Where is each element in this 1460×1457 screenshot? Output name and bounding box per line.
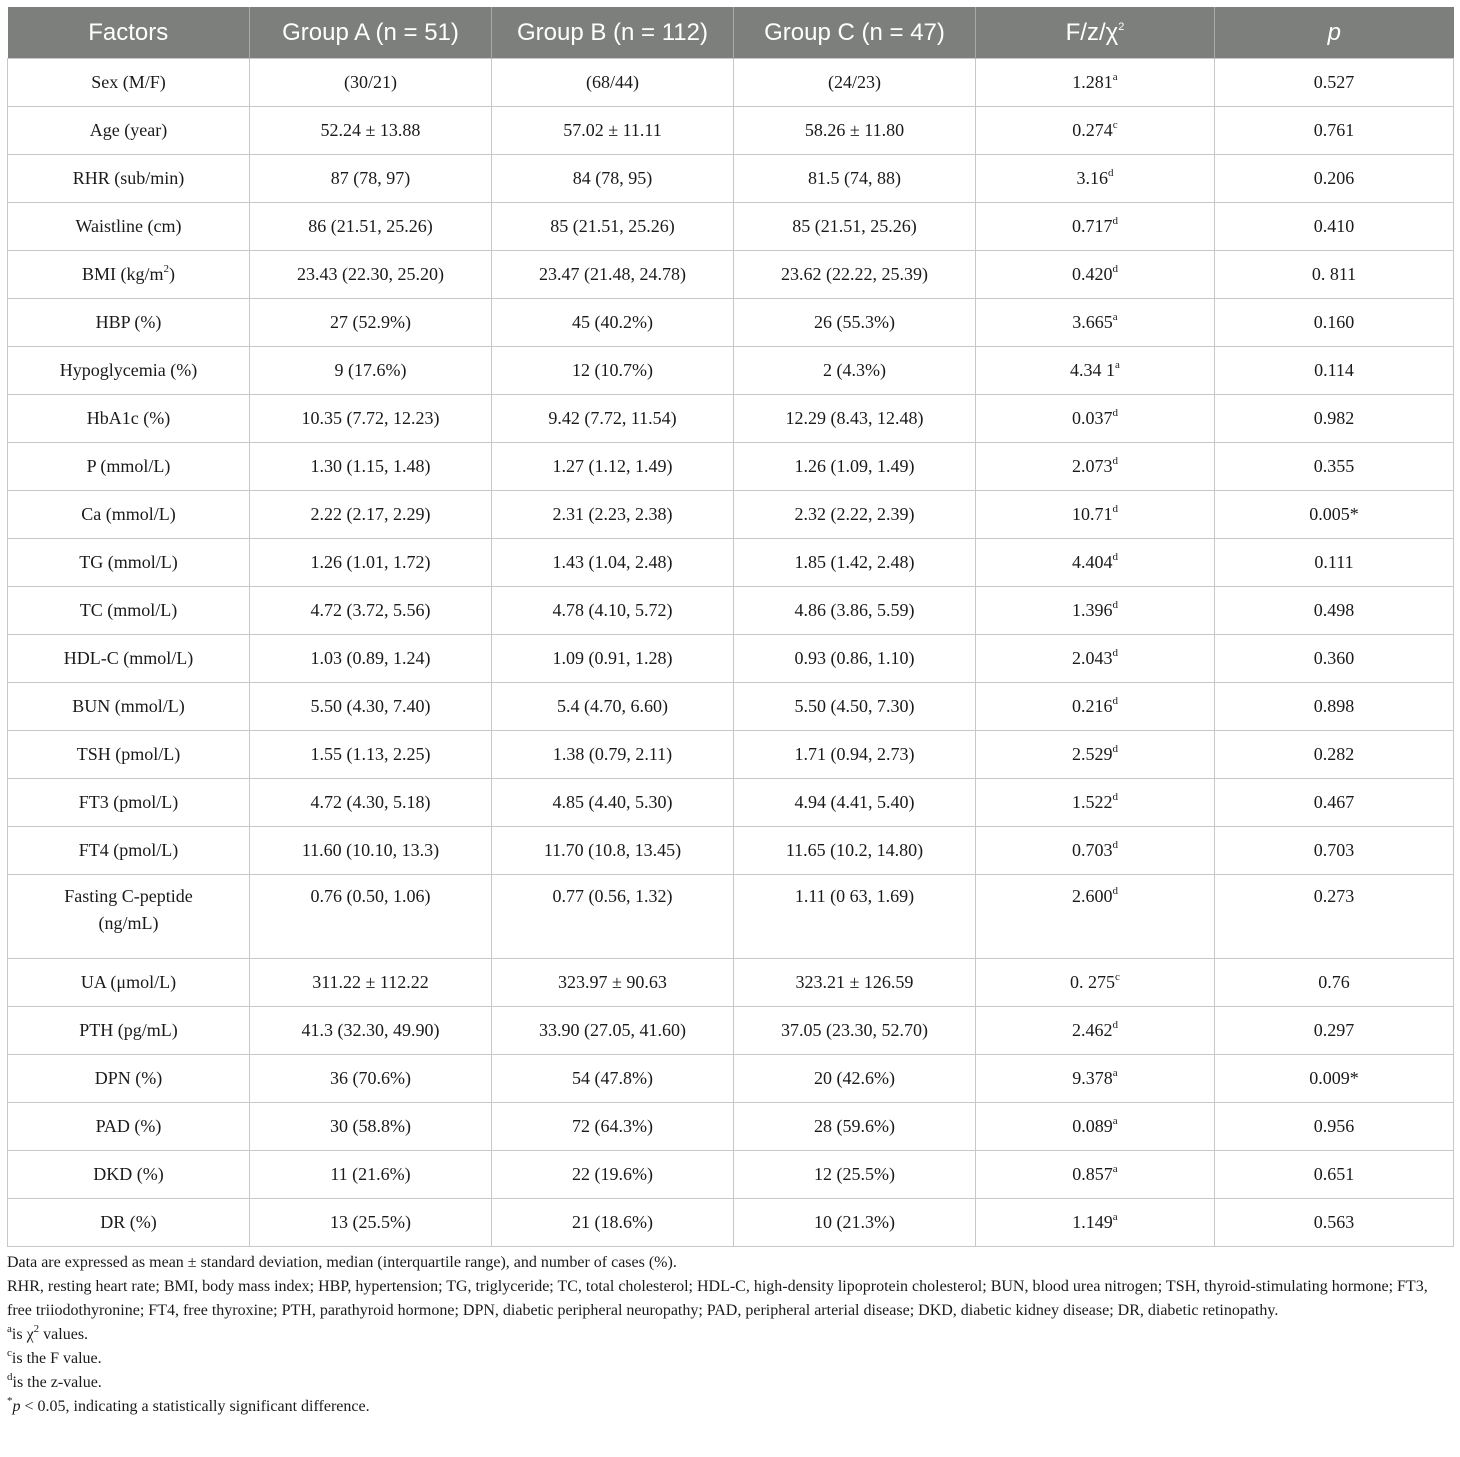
header-group-a: Group A (n = 51) [250,7,492,59]
data-table [7,7,1454,1247]
cell-p-value: 0.651 [1215,1151,1454,1199]
cell-statistic: 4.404$^d$ [976,539,1215,587]
note-abbreviations: RHR, resting heart rate; BMI, body mass index; HBP, hypertension; TG, triglyceride; TC, total cholesterol; HDL-C, high-density lipoprotein cholesterol; BUN, blood urea nitrogen; TSH, thyroid-stimulating hormone; FT3, free triiodothyronine; FT4, free thyroxine; PTH, parathyroid hormone; DPN, diabetic peripheral neuropathy; PAD, peripheral arterial disease; DKD, diabetic kidney disease; DR, diabetic retinopathy. [7,1278,1428,1319]
cell-statistic: 2.043$^d$ [976,635,1215,683]
cell-group-b: 4.78 (4.10, 5.72) [492,587,734,635]
cell-group-c: 12 (25.5%) [734,1151,976,1199]
cell-statistic: 10.71$^d$ [976,491,1215,539]
cell-group-c: 85 (21.51, 25.26) [734,203,976,251]
cell-statistic: 0.857$^a$ [976,1151,1215,1199]
note-c: $^c$is the F value. [7,1346,102,1367]
cell-factor: Fasting C-peptide (ng/mL) [8,875,250,959]
cell-group-b: 11.70 (10.8, 13.45) [492,827,734,875]
cell-p-value: 0.160 [1215,299,1454,347]
cell-group-c: 4.86 (3.86, 5.59) [734,587,976,635]
cell-p-value: 0.282 [1215,731,1454,779]
cell-factor: PAD (%) [8,1103,250,1151]
cell-group-a: 2.22 (2.17, 2.29) [250,491,492,539]
cell-group-b: 85 (21.51, 25.26) [492,203,734,251]
cell-statistic: 1.281$^a$ [976,59,1215,107]
cell-statistic: 4.34 1$^a$ [976,347,1215,395]
cell-factor: RHR (sub/min) [8,155,250,203]
table-row [8,1007,1454,1055]
cell-p-value: 0.410 [1215,203,1454,251]
cell-group-b: 4.85 (4.40, 5.30) [492,779,734,827]
cell-group-b: 0.77 (0.56, 1.32) [492,875,734,959]
cell-factor: UA (μmol/L) [8,959,250,1007]
cell-group-c: 58.26 ± 11.80 [734,107,976,155]
cell-group-b: 33.90 (27.05, 41.60) [492,1007,734,1055]
header-row [8,7,1454,59]
cell-group-b: 23.47 (21.48, 24.78) [492,251,734,299]
table-row [8,779,1454,827]
cell-statistic: 0.216$^d$ [976,683,1215,731]
cell-factor: Sex (M/F) [8,59,250,107]
cell-statistic: 2.600$^d$ [976,875,1215,959]
table-row [8,875,1454,959]
cell-factor: TSH (pmol/L) [8,731,250,779]
table-row [8,155,1454,203]
cell-group-c: 323.21 ± 126.59 [734,959,976,1007]
cell-group-a: 87 (78, 97) [250,155,492,203]
cell-group-c: 26 (55.3%) [734,299,976,347]
cell-group-c: 12.29 (8.43, 12.48) [734,395,976,443]
header-factors: Factors [8,7,250,59]
cell-group-c: 1.26 (1.09, 1.49) [734,443,976,491]
cell-group-a: 11.60 (10.10, 13.3) [250,827,492,875]
table-row [8,59,1454,107]
cell-group-c: 1.11 (0 63, 1.69) [734,875,976,959]
cell-p-value: 0.563 [1215,1199,1454,1247]
table-row [8,827,1454,875]
cell-p-value: 0.76 [1215,959,1454,1007]
cell-group-a: 41.3 (32.30, 49.90) [250,1007,492,1055]
table-row [8,587,1454,635]
cell-group-a: 4.72 (3.72, 5.56) [250,587,492,635]
cell-group-c: 5.50 (4.50, 7.30) [734,683,976,731]
cell-group-b: 45 (40.2%) [492,299,734,347]
cell-factor: P (mmol/L) [8,443,250,491]
cell-p-value: 0.297 [1215,1007,1454,1055]
cell-group-b: 22 (19.6%) [492,1151,734,1199]
cell-group-a: 27 (52.9%) [250,299,492,347]
cell-p-value: 0.273 [1215,875,1454,959]
cell-factor: Hypoglycemia (%) [8,347,250,395]
table-row [8,107,1454,155]
cell-statistic: 1.149$^a$ [976,1199,1215,1247]
table-footnotes [7,1251,1455,1419]
cell-statistic: 2.073$^d$ [976,443,1215,491]
cell-p-value: 0.761 [1215,107,1454,155]
cell-statistic: 1.522$^d$ [976,779,1215,827]
cell-p-value: 0.982 [1215,395,1454,443]
cell-group-a: 10.35 (7.72, 12.23) [250,395,492,443]
cell-statistic: 1.396$^d$ [976,587,1215,635]
cell-factor: TC (mmol/L) [8,587,250,635]
cell-statistic: 3.16$^d$ [976,155,1215,203]
cell-group-c: 0.93 (0.86, 1.10) [734,635,976,683]
cell-factor: Age (year) [8,107,250,155]
cell-group-c: 10 (21.3%) [734,1199,976,1247]
table-row [8,1055,1454,1103]
table-row [8,299,1454,347]
header-p-value: p [1215,7,1454,59]
cell-factor: FT4 (pmol/L) [8,827,250,875]
cell-group-c: 37.05 (23.30, 52.70) [734,1007,976,1055]
cell-group-c: 81.5 (74, 88) [734,155,976,203]
cell-p-value: 0.206 [1215,155,1454,203]
cell-statistic: 3.665$^a$ [976,299,1215,347]
cell-group-b: 1.38 (0.79, 2.11) [492,731,734,779]
header-statistic: $F/z/\chi^2$ [976,7,1215,59]
cell-group-a: 86 (21.51, 25.26) [250,203,492,251]
cell-p-value: 0.355 [1215,443,1454,491]
cell-group-c: 23.62 (22.22, 25.39) [734,251,976,299]
cell-p-value: 0.111 [1215,539,1454,587]
table-container [7,7,1453,1247]
note-a: $^a$is $\chi^2$ values. [7,1322,89,1343]
cell-group-a: 5.50 (4.30, 7.40) [250,683,492,731]
cell-group-a: 11 (21.6%) [250,1151,492,1199]
table-row [8,635,1454,683]
cell-group-c: 1.85 (1.42, 2.48) [734,539,976,587]
cell-p-value: 0.898 [1215,683,1454,731]
cell-p-value: 0.005* [1215,491,1454,539]
table-row [8,731,1454,779]
cell-statistic: 2.529$^d$ [976,731,1215,779]
cell-p-value: 0.360 [1215,635,1454,683]
cell-p-value: 0.498 [1215,587,1454,635]
note-significance: *p < 0.05, indicating a statistically significant difference. [7,1394,370,1415]
table-row [8,959,1454,1007]
cell-group-b: 57.02 ± 11.11 [492,107,734,155]
cell-group-a: 36 (70.6%) [250,1055,492,1103]
cell-group-a: 1.03 (0.89, 1.24) [250,635,492,683]
cell-statistic: 0.703$^d$ [976,827,1215,875]
cell-factor: PTH (pg/mL) [8,1007,250,1055]
cell-group-b: 54 (47.8%) [492,1055,734,1103]
cell-group-c: 1.71 (0.94, 2.73) [734,731,976,779]
cell-p-value: 0. 811 [1215,251,1454,299]
cell-group-b: (68/44) [492,59,734,107]
cell-group-c: 2 (4.3%) [734,347,976,395]
table-row [8,1151,1454,1199]
cell-group-a: 1.26 (1.01, 1.72) [250,539,492,587]
cell-group-b: 323.97 ± 90.63 [492,959,734,1007]
cell-factor: HbA1c (%) [8,395,250,443]
cell-group-a: 23.43 (22.30, 25.20) [250,251,492,299]
cell-group-c: 20 (42.6%) [734,1055,976,1103]
cell-group-c: 11.65 (10.2, 14.80) [734,827,976,875]
cell-factor: BMI $(kg/m^2)$ [8,251,250,299]
cell-p-value: 0.114 [1215,347,1454,395]
cell-group-b: 1.27 (1.12, 1.49) [492,443,734,491]
cell-group-b: 1.09 (0.91, 1.28) [492,635,734,683]
cell-factor: DKD (%) [8,1151,250,1199]
table-row [8,1199,1454,1247]
note-data-expression: Data are expressed as mean ± standard deviation, median (interquartile range), and number of cases (%). [7,1254,677,1271]
cell-factor: DPN (%) [8,1055,250,1103]
table-body [8,59,1454,1247]
cell-factor: TG (mmol/L) [8,539,250,587]
cell-group-b: 72 (64.3%) [492,1103,734,1151]
cell-group-a: 1.55 (1.13, 2.25) [250,731,492,779]
cell-group-b: 21 (18.6%) [492,1199,734,1247]
cell-group-a: 52.24 ± 13.88 [250,107,492,155]
cell-group-c: (24/23) [734,59,976,107]
cell-group-a: 9 (17.6%) [250,347,492,395]
table-row [8,443,1454,491]
cell-p-value: 0.703 [1215,827,1454,875]
cell-group-a: 30 (58.8%) [250,1103,492,1151]
cell-group-a: 1.30 (1.15, 1.48) [250,443,492,491]
cell-group-b: 9.42 (7.72, 11.54) [492,395,734,443]
cell-group-b: 12 (10.7%) [492,347,734,395]
cell-group-a: (30/21) [250,59,492,107]
table-row [8,683,1454,731]
cell-statistic: 0.037$^d$ [976,395,1215,443]
table-row [8,395,1454,443]
table-row [8,1103,1454,1151]
table-row [8,491,1454,539]
cell-statistic: 2.462$^d$ [976,1007,1215,1055]
cell-factor: Waistline (cm) [8,203,250,251]
cell-group-c: 2.32 (2.22, 2.39) [734,491,976,539]
cell-p-value: 0.956 [1215,1103,1454,1151]
cell-factor: Ca (mmol/L) [8,491,250,539]
table-row [8,539,1454,587]
cell-factor: DR (%) [8,1199,250,1247]
cell-statistic: 0. 275$^c$ [976,959,1215,1007]
cell-factor: HDL-C (mmol/L) [8,635,250,683]
cell-p-value: 0.527 [1215,59,1454,107]
cell-group-a: 13 (25.5%) [250,1199,492,1247]
cell-statistic: 0.717$^d$ [976,203,1215,251]
cell-group-c: 28 (59.6%) [734,1103,976,1151]
cell-statistic: 0.274$^c$ [976,107,1215,155]
note-d: $^d$is the z-value. [7,1370,102,1391]
cell-factor: HBP (%) [8,299,250,347]
table-row [8,347,1454,395]
header-group-c: Group C (n = 47) [734,7,976,59]
header-group-b: Group B (n = 112) [492,7,734,59]
table-row [8,251,1454,299]
cell-factor: BUN (mmol/L) [8,683,250,731]
cell-group-a: 0.76 (0.50, 1.06) [250,875,492,959]
cell-group-b: 5.4 (4.70, 6.60) [492,683,734,731]
cell-p-value: 0.467 [1215,779,1454,827]
cell-factor: FT3 (pmol/L) [8,779,250,827]
cell-statistic: 9.378$^a$ [976,1055,1215,1103]
cell-group-c: 4.94 (4.41, 5.40) [734,779,976,827]
cell-p-value: 0.009* [1215,1055,1454,1103]
cell-group-b: 2.31 (2.23, 2.38) [492,491,734,539]
cell-group-b: 84 (78, 95) [492,155,734,203]
cell-group-b: 1.43 (1.04, 2.48) [492,539,734,587]
cell-group-a: 4.72 (4.30, 5.18) [250,779,492,827]
cell-group-a: 311.22 ± 112.22 [250,959,492,1007]
table-row [8,203,1454,251]
cell-statistic: 0.420$^d$ [976,251,1215,299]
cell-statistic: 0.089$^a$ [976,1103,1215,1151]
